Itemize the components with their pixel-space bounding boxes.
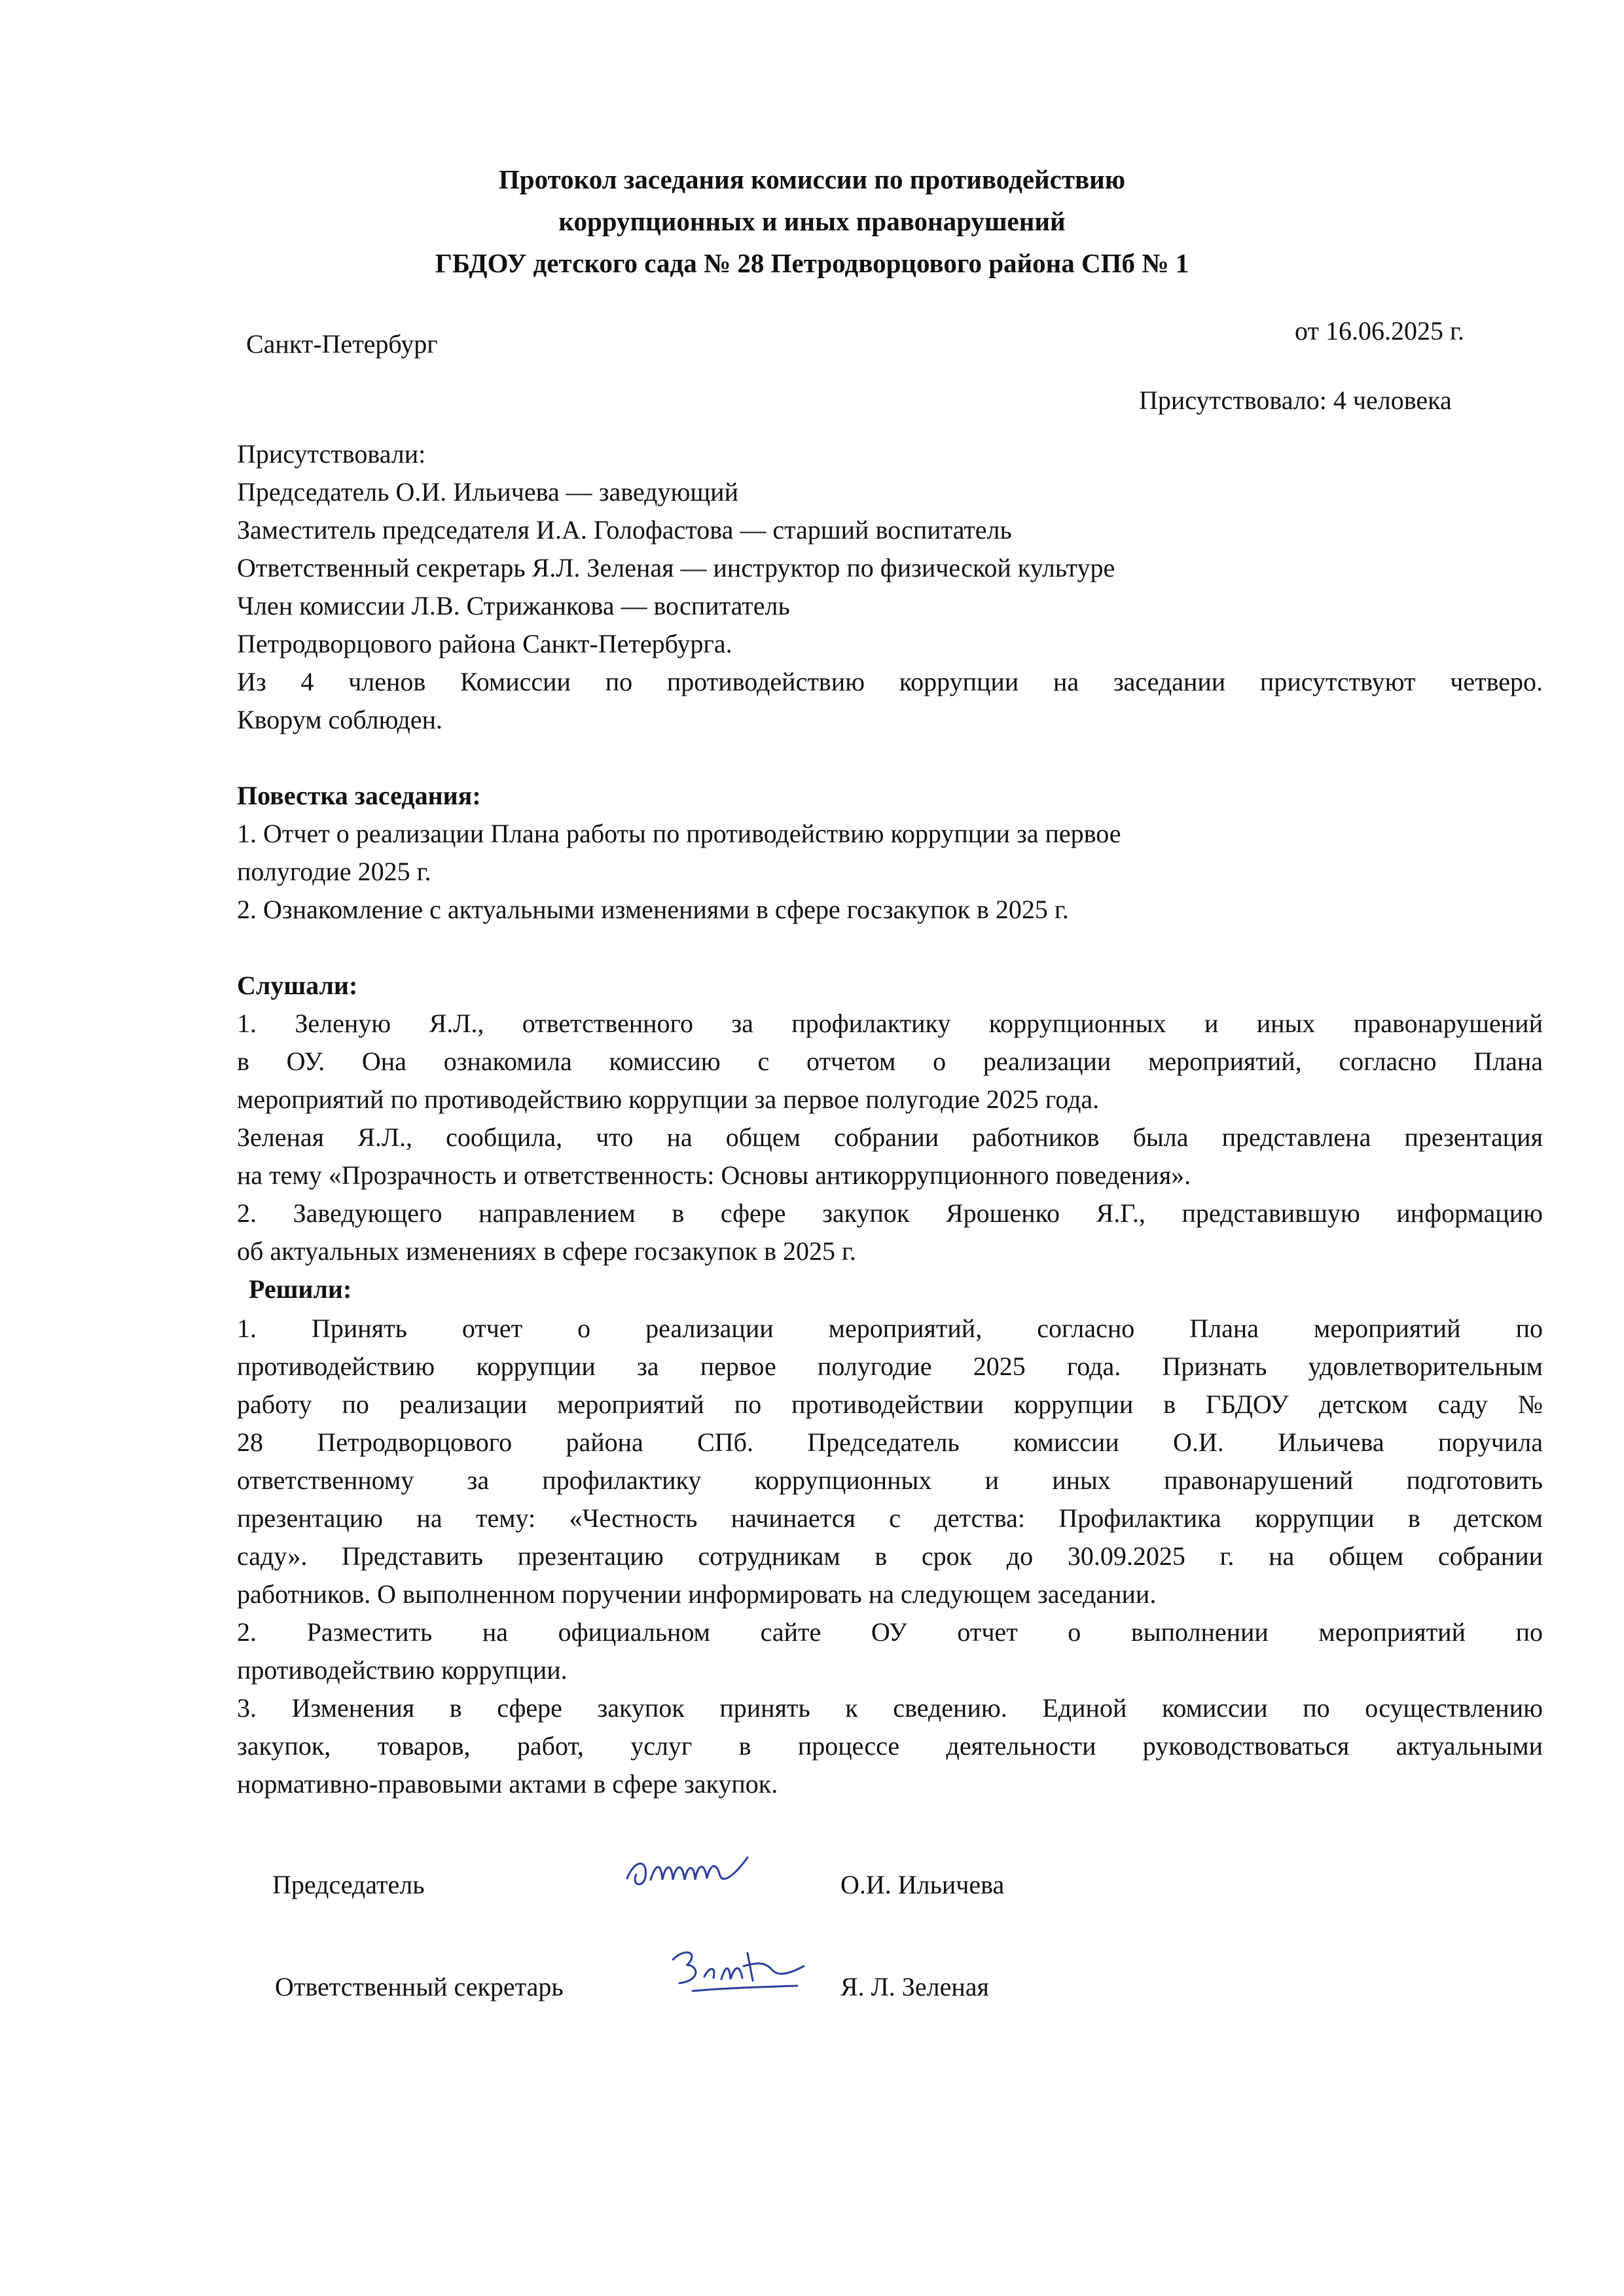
decided-line: работу по реализации мероприятий по противодействии коррупции в ГБДОУ детском саду № (237, 1390, 1543, 1419)
quorum-line: Из 4 членов Комиссии по противодействию коррупции на заседании присутствуют четверо. (237, 667, 1543, 696)
attendee-line: Заместитель председателя И.А. Голофастова — старший воспитатель (237, 515, 1012, 545)
decided-line: закупок, товаров, работ, услуг в процессе деятельности руководствоваться актуальными (237, 1731, 1543, 1761)
attendee-line: Ответственный секретарь Я.Л. Зеленая — инструктор по физической культуре (237, 553, 1115, 583)
chair-role: Председатель (272, 1870, 425, 1899)
attendance-count: Присутствовало: 4 человека (1139, 386, 1452, 415)
decided-line: 2. Разместить на официальном сайте ОУ отчет о выполнении мероприятий по (237, 1617, 1543, 1647)
date: от 16.06.2025 г. (1295, 316, 1464, 346)
chair-signature (622, 1846, 753, 1898)
heard-line: мероприятий по противодействию коррупции за первое полугодие 2025 года. (237, 1085, 1100, 1114)
secretary-role: Ответственный секретарь (275, 1972, 564, 2001)
city: Санкт-Петербург (246, 329, 438, 359)
decided-line: презентацию на тему: «Честность начинается с детства: Профилактика коррупции в детском (237, 1503, 1543, 1533)
heard-line: об актуальных изменениях в сфере госзакупок в 2025 г. (237, 1236, 856, 1266)
attendee-line: Член комиссии Л.В. Стрижанкова — воспитатель (237, 591, 790, 620)
decided-line: 1. Принять отчет о реализации мероприятий, согласно Плана мероприятий по (237, 1314, 1543, 1343)
heard-line: на тему «Прозрачность и ответственность: Основы антикоррупционного поведения». (237, 1160, 1191, 1190)
secretary-signature (666, 1940, 810, 1999)
agenda-heading: Повестка заседания: (237, 781, 481, 810)
heard-heading: Слушали: (237, 971, 358, 1000)
decided-line: противодействию коррупции за первое полугодие 2025 года. Признать удовлетворительным (237, 1352, 1543, 1381)
agenda-item: 2. Ознакомление с актуальными изменениями в сфере госзакупок в 2025 г. (237, 895, 1069, 924)
decided-line: 3. Изменения в сфере закупок принять к сведению. Единой комиссии по осуществлению (237, 1693, 1543, 1723)
decided-line: саду». Представить презентацию сотрудникам в срок до 30.09.2025 г. на общем собрании (237, 1541, 1543, 1571)
attendee-line: Председатель О.И. Ильичева — заведующий (237, 477, 738, 507)
decided-line: 28 Петродворцового района СПб. Председатель комиссии О.И. Ильичева поручила (237, 1427, 1543, 1457)
title-line-1: Протокол заседания комиссии по противодействию (498, 164, 1126, 194)
attendees-heading: Присутствовали: (237, 439, 426, 469)
title-line-2: коррупционных и иных правонарушений (558, 206, 1066, 236)
title-line-3: ГБДОУ детского сада № 28 Петродворцового района СПб № 1 (435, 248, 1189, 278)
decided-line: ответственному за профилактику коррупционных и иных правонарушений подготовить (237, 1465, 1543, 1495)
heard-line: в ОУ. Она ознакомила комиссию с отчетом о реализации мероприятий, согласно Плана (237, 1047, 1543, 1076)
agenda-item: 1. Отчет о реализации Плана работы по противодействию коррупции за первое (237, 819, 1121, 848)
decided-line: нормативно-правовыми актами в сфере закупок. (237, 1769, 778, 1799)
agenda-item: полугодие 2025 г. (237, 857, 431, 886)
decided-line: противодействию коррупции. (237, 1655, 568, 1685)
quorum-line: Кворум соблюден. (237, 705, 442, 734)
heard-line: Зеленая Я.Л., сообщила, что на общем собрании работников была представлена презентация (237, 1122, 1543, 1152)
decided-heading: Решили: (249, 1274, 352, 1304)
heard-line: 1. Зеленую Я.Л., ответственного за профилактику коррупционных и иных правонарушений (237, 1009, 1543, 1038)
attendee-line: Петродворцового района Санкт-Петербурга. (237, 629, 732, 658)
decided-line: работников. О выполненном поручении информировать на следующем заседании. (237, 1579, 1157, 1609)
secretary-name: Я. Л. Зеленая (840, 1972, 989, 2001)
chair-name: О.И. Ильичева (840, 1870, 1005, 1899)
heard-line: 2. Заведующего направлением в сфере закупок Ярошенко Я.Г., представившую информацию (237, 1198, 1543, 1228)
